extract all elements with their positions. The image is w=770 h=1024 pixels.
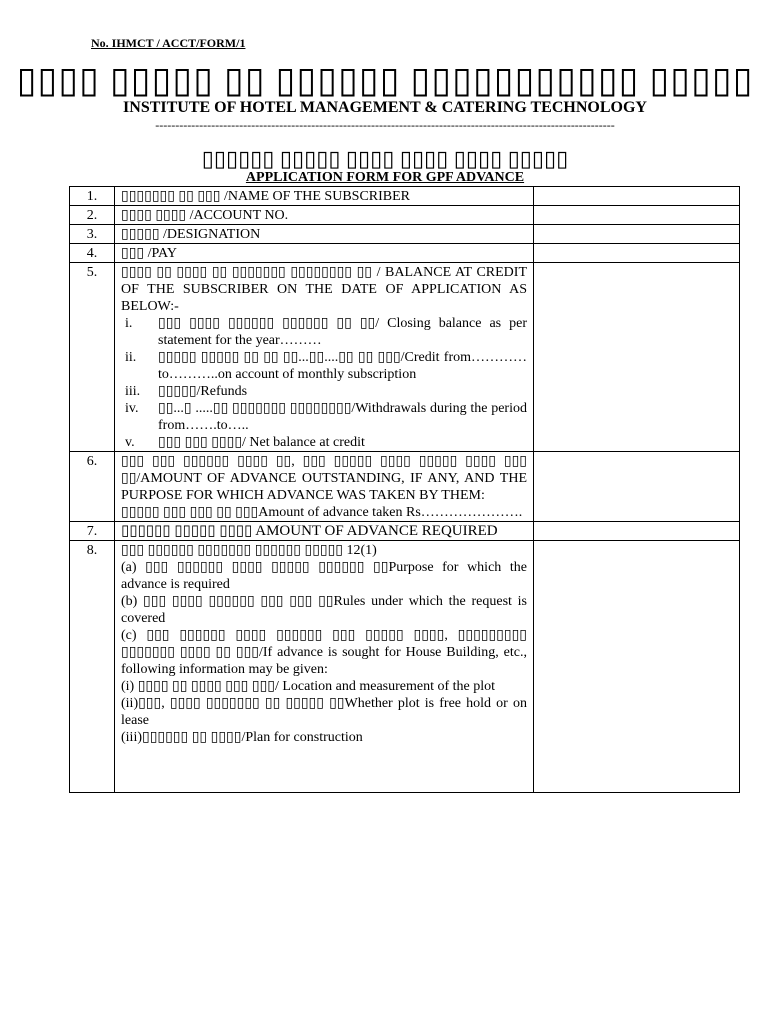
field-entry-pay[interactable] xyxy=(534,244,740,263)
application-form-table xyxy=(69,186,740,793)
row-number: 3. xyxy=(70,225,115,244)
form-title-english: APPLICATION FORM FOR GPF ADVANCE xyxy=(245,170,525,185)
field-entry-balance-at-credit[interactable] xyxy=(534,263,740,452)
field-label-balance-at-credit xyxy=(115,263,534,452)
field-entry-advance-outstanding[interactable] xyxy=(534,452,740,522)
list-item-number: iv. xyxy=(125,401,139,416)
row-number: 5. xyxy=(70,263,115,452)
list-item-text: ▯▯▯ ▯▯▯▯ ▯▯▯▯▯▯ ▯▯▯▯▯▯ ▯▯ ▯▯/ Closing balance as per statement for the year……… xyxy=(158,316,527,348)
purpose-item-c: (c) ▯▯▯ ▯▯▯▯▯▯ ▯▯▯▯ ▯▯▯▯▯▯ ▯▯▯ ▯▯▯▯▯ ▯▯▯▯, ▯▯▯▯▯▯▯▯▯ ▯▯▯▯▯▯▯ ▯▯▯▯ ▯▯ ▯▯▯/If advance is sought for House Building, etc., following information may be given: xyxy=(121,628,527,677)
list-item xyxy=(121,383,527,400)
field-entry-subscriber-name[interactable] xyxy=(534,187,740,206)
table-row xyxy=(70,187,740,206)
purpose-item-b: (b) ▯▯▯ ▯▯▯▯ ▯▯▯▯▯▯ ▯▯▯ ▯▯▯ ▯▯Rules under which the request is covered xyxy=(121,594,527,626)
advance-outstanding-text: ▯▯▯ ▯▯▯ ▯▯▯▯▯▯ ▯▯▯▯ ▯▯, ▯▯▯ ▯▯▯▯▯ ▯▯▯▯ ▯▯▯▯▯ ▯▯▯▯ ▯▯▯ ▯▯/AMOUNT OF ADVANCE OUTSTANDING, IF ANY, AND THE PURPOSE FOR WHICH ADVANCE WAS TAKEN BY THEM: xyxy=(121,454,527,503)
balance-heading: ▯▯▯▯ ▯▯ ▯▯▯▯ ▯▯ ▯▯▯▯▯▯▯ ▯▯▯▯▯▯▯▯ ▯▯ / BALANCE AT CREDIT OF THE SUBSCRIBER ON THE DATE OF APPLICATION AS BELOW:- xyxy=(121,265,527,314)
table-row xyxy=(70,452,740,522)
row-number: 8. xyxy=(70,541,115,793)
field-entry-designation[interactable] xyxy=(534,225,740,244)
list-item xyxy=(121,349,527,383)
table-row xyxy=(70,244,740,263)
list-item-number: ii. xyxy=(125,350,137,365)
list-item xyxy=(121,315,527,349)
list-item-text: ▯▯▯▯▯ ▯▯▯▯▯ ▯▯ ▯▯ ▯▯...▯▯....▯▯ ▯▯ ▯▯▯/Credit from………… to………..on account of monthly subscription xyxy=(158,350,527,382)
list-item-text: ▯▯▯ ▯▯▯ ▯▯▯▯/ Net balance at credit xyxy=(158,435,365,450)
field-label-designation: ▯▯▯▯▯ /DESIGNATION xyxy=(115,225,534,244)
list-item-text: ▯▯...▯ .....▯▯ ▯▯▯▯▯▯▯ ▯▯▯▯▯▯▯▯/Withdrawals during the period from…….to….. xyxy=(158,401,527,433)
field-label-advance-required: ▯▯▯▯▯▯ ▯▯▯▯▯ ▯▯▯▯ AMOUNT OF ADVANCE REQUIRED xyxy=(115,522,534,541)
field-entry-purpose[interactable] xyxy=(534,541,740,793)
list-item-number: v. xyxy=(125,435,135,450)
field-label-subscriber-name: ▯▯▯▯▯▯▯ ▯▯ ▯▯▯ /NAME OF THE SUBSCRIBER xyxy=(115,187,534,206)
table-row xyxy=(70,541,740,793)
row-number: 4. xyxy=(70,244,115,263)
table-row xyxy=(70,522,740,541)
field-label-account-no: ▯▯▯▯ ▯▯▯▯ /ACCOUNT NO. xyxy=(115,206,534,225)
field-label-purpose xyxy=(115,541,534,793)
advance-taken-amount-text: ▯▯▯▯▯ ▯▯▯ ▯▯▯ ▯▯ ▯▯▯Amount of advance taken Rs…………………. xyxy=(121,505,523,520)
institute-title-english: INSTITUTE OF HOTEL MANAGEMENT & CATERING TECHNOLOGY xyxy=(123,99,647,116)
list-item-number: iii. xyxy=(125,384,141,399)
row-number: 7. xyxy=(70,522,115,541)
list-item xyxy=(121,400,527,434)
field-entry-account-no[interactable] xyxy=(534,206,740,225)
purpose-item-i: (i) ▯▯▯▯ ▯▯ ▯▯▯▯ ▯▯▯ ▯▯▯/ Location and measurement of the plot xyxy=(121,679,496,694)
list-item xyxy=(121,434,527,451)
row-number: 2. xyxy=(70,206,115,225)
form-title-hindi: ▯▯▯▯▯▯ ▯▯▯▯▯ ▯▯▯▯ ▯▯▯▯ ▯▯▯▯ ▯▯▯▯▯ xyxy=(201,146,569,171)
field-label-advance-outstanding xyxy=(115,452,534,522)
purpose-item-a: (a) ▯▯▯ ▯▯▯▯▯▯ ▯▯▯▯ ▯▯▯▯▯ ▯▯▯▯▯▯ ▯▯Purpose for which the advance is required xyxy=(121,560,527,592)
separator-line: ------------------------------------------------------------------------------------------------------------------- xyxy=(155,118,615,132)
row-number: 1. xyxy=(70,187,115,206)
table-row xyxy=(70,206,740,225)
list-item-number: i. xyxy=(125,316,133,331)
purpose-heading: ▯▯▯ ▯▯▯▯▯▯ ▯▯▯▯▯▯▯ ▯▯▯▯▯▯ ▯▯▯▯▯ 12(1) xyxy=(121,543,377,558)
institute-title-hindi: ▯▯▯▯ ▯▯▯▯▯ ▯▯ ▯▯▯▯▯▯ ▯▯▯▯▯▯▯▯▯▯▯ ▯▯▯▯▯ xyxy=(16,60,754,100)
list-item-text: ▯▯▯▯▯/Refunds xyxy=(158,384,248,399)
table-row xyxy=(70,263,740,452)
field-label-pay: ▯▯▯ /PAY xyxy=(115,244,534,263)
form-reference-number: No. IHMCT / ACCT/FORM/1 xyxy=(91,36,246,50)
field-entry-advance-required[interactable] xyxy=(534,522,740,541)
purpose-item-iii: (iii)▯▯▯▯▯▯ ▯▯ ▯▯▯▯/Plan for construction xyxy=(121,730,363,745)
row-number: 6. xyxy=(70,452,115,522)
table-row xyxy=(70,225,740,244)
purpose-item-ii: (ii)▯▯▯, ▯▯▯▯ ▯▯▯▯▯▯▯ ▯▯ ▯▯▯▯▯ ▯▯Whether plot is free hold or on lease xyxy=(121,696,527,728)
